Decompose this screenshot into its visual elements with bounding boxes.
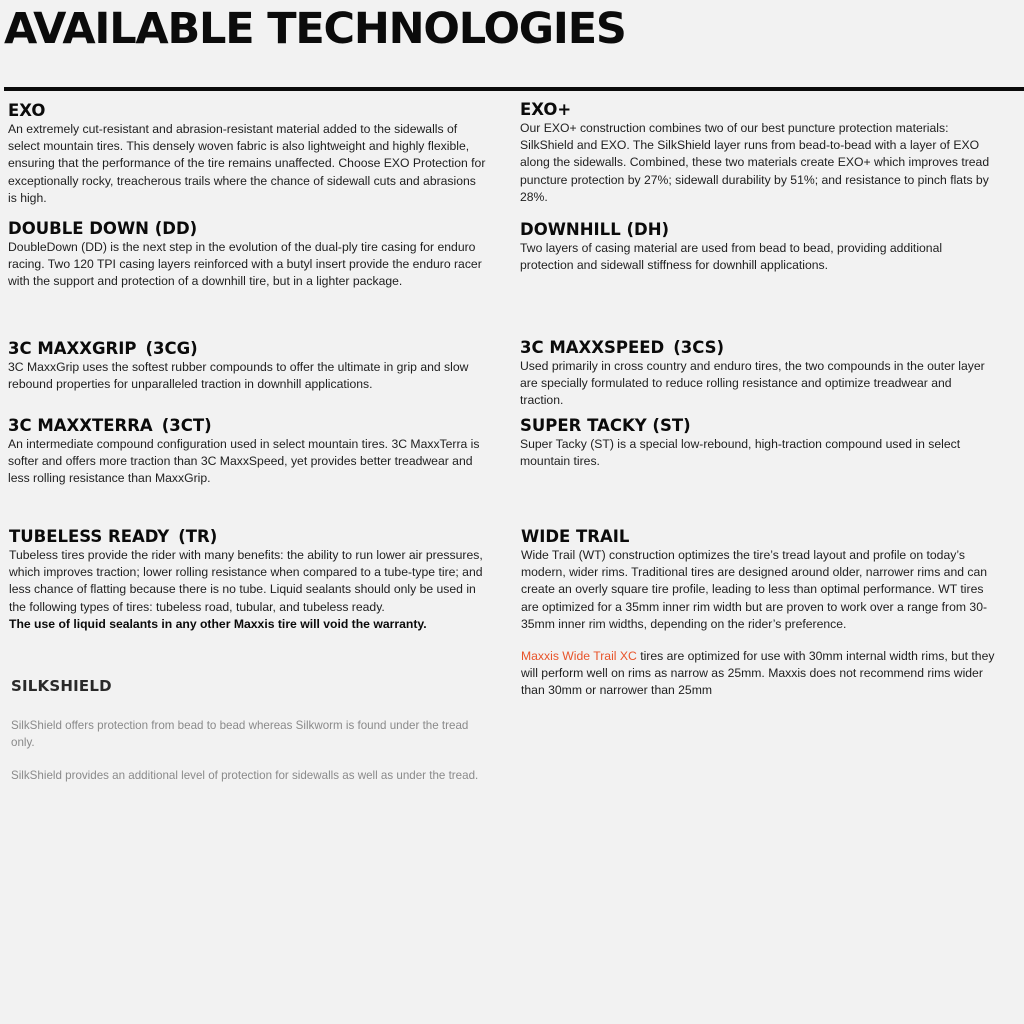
- section-text: DoubleDown (DD) is the next step in the evolution of the dual-ply tire casing for enduro racing. Two 120 TPI casing layers reinforced with a butyl insert provide the enduro racer with the support and protection of a downhill tire, but in a lighter package.: [8, 240, 482, 289]
- section-maxxterra: [8, 416, 486, 488]
- section-text: Used primarily in cross country and enduro tires, the two compounds in the outer layer are specially formulated to reduce rolling resistance and optimize treadwear and traction.: [520, 359, 985, 408]
- wide-trail-xc-link[interactable]: Maxxis Wide Trail XC: [521, 649, 637, 664]
- section-title-abbr: (3CT): [161, 416, 212, 435]
- section-text: Tubeless tires provide the rider with many benefits: the ability to run lower air pressures, which improves traction; lower rolling resistance when compared to a tube-type tire; and less chance of flatting because there is no tube. Liquid sealants should only be used in the following types of tires: tubeless road, tubular, and tubeless ready.: [9, 548, 483, 614]
- section-body: [11, 717, 487, 784]
- section-text-xc: [521, 648, 999, 700]
- section-text: SilkShield offers protection from bead to bead whereas Silkworm is found under the tread only.: [11, 719, 469, 750]
- section-super-tacky: [520, 416, 998, 470]
- section-downhill: [520, 220, 998, 274]
- section-silkshield: [11, 676, 487, 784]
- section-text: An extremely cut-resistant and abrasion-resistant material added to the sidewalls of select mountain tires. This densely woven fabric is also lightweight and highly flexible, ensuring that the performance of the tire remains unaffected. Choose EXO Protection for exceptionally rocky, treacherous trails where the chance of sidewall cuts and abrasions is high.: [8, 122, 486, 205]
- section-title-name: TUBELESS READY: [9, 527, 170, 546]
- section-title: WIDE TRAIL: [521, 527, 630, 546]
- section-title: [8, 339, 486, 359]
- section-text: Super Tacky (ST) is a special low-rebound, high-traction compound used in select mountain tires.: [520, 437, 961, 469]
- section-exo-plus: [520, 100, 998, 206]
- section-title-name: 3C MAXXSPEED: [520, 338, 665, 357]
- section-tubeless-ready: [9, 527, 487, 633]
- wide-trail-xc-text: tires are optimized for use with 30mm internal width rims, but they will perform well on rims as narrow as 25mm. Maxxis does not recommend rims wider than 30mm or narrower than 25mm: [521, 649, 995, 698]
- title-divider: [4, 87, 1024, 91]
- section-exo: [8, 101, 486, 207]
- section-text: Wide Trail (WT) construction optimizes the tire’s tread layout and profile on today’s modern, wider rims. Traditional tires are designed around older, narrower rims and can create an overly square tire profile, leading to less than optimal performance. WT tires are optimized for a 35mm inner rim width but are proven to work over a range from 30-35mm inner rim widths, depending on the rider’s preference.: [521, 548, 988, 631]
- section-maxxgrip: [8, 339, 486, 393]
- section-double-down: [8, 219, 486, 291]
- page-title: AVAILABLE TECHNOLOGIES: [4, 4, 626, 54]
- section-title: EXO+: [520, 100, 572, 119]
- section-title: [8, 416, 486, 436]
- section-title: DOWNHILL (DH): [520, 220, 670, 239]
- section-text: SilkShield provides an additional level of protection for sidewalls as well as under the tread.: [11, 768, 479, 782]
- section-text: 3C MaxxGrip uses the softest rubber compounds to offer the ultimate in grip and slow rebound properties for unparalleled traction in downhill applications.: [8, 360, 469, 392]
- section-title-name: 3C MAXXGRIP: [8, 339, 137, 358]
- section-title-abbr: (3CS): [673, 338, 725, 357]
- section-text: An intermediate compound configuration used in select mountain tires. 3C MaxxTerra is softer and offers more traction than 3C MaxxSpeed, yet provides better treadwear and less rolling resistance than MaxxGrip.: [8, 437, 480, 486]
- section-maxxspeed: [520, 338, 998, 410]
- section-title-name: 3C MAXXTERRA: [8, 416, 153, 435]
- section-title: EXO: [8, 101, 46, 120]
- section-text: Our EXO+ construction combines two of our best puncture protection materials: SilkShield and EXO. The SilkShield layer runs from bead-to-bead with a layer of EXO along the sidewalls. Combined, these two materials create EXO+ which improves tread puncture protection by 27%; sidewall durability by 51%; and resistance to pinch flats by 28%.: [520, 121, 990, 204]
- section-title: SUPER TACKY (ST): [520, 416, 691, 435]
- section-title: DOUBLE DOWN (DD): [8, 219, 198, 238]
- warranty-warning: The use of liquid sealants in any other Maxxis tire will void the warranty.: [9, 616, 427, 631]
- section-title-abbr: (TR): [178, 527, 218, 546]
- section-title: [520, 338, 998, 358]
- section-title: [9, 527, 487, 547]
- section-wide-trail: [521, 527, 999, 700]
- section-text: Two layers of casing material are used from bead to bead, providing additional protection and sidewall stiffness for downhill applications.: [520, 241, 943, 273]
- section-title: SILKSHIELD: [11, 677, 112, 695]
- section-title-abbr: (3CG): [145, 339, 198, 358]
